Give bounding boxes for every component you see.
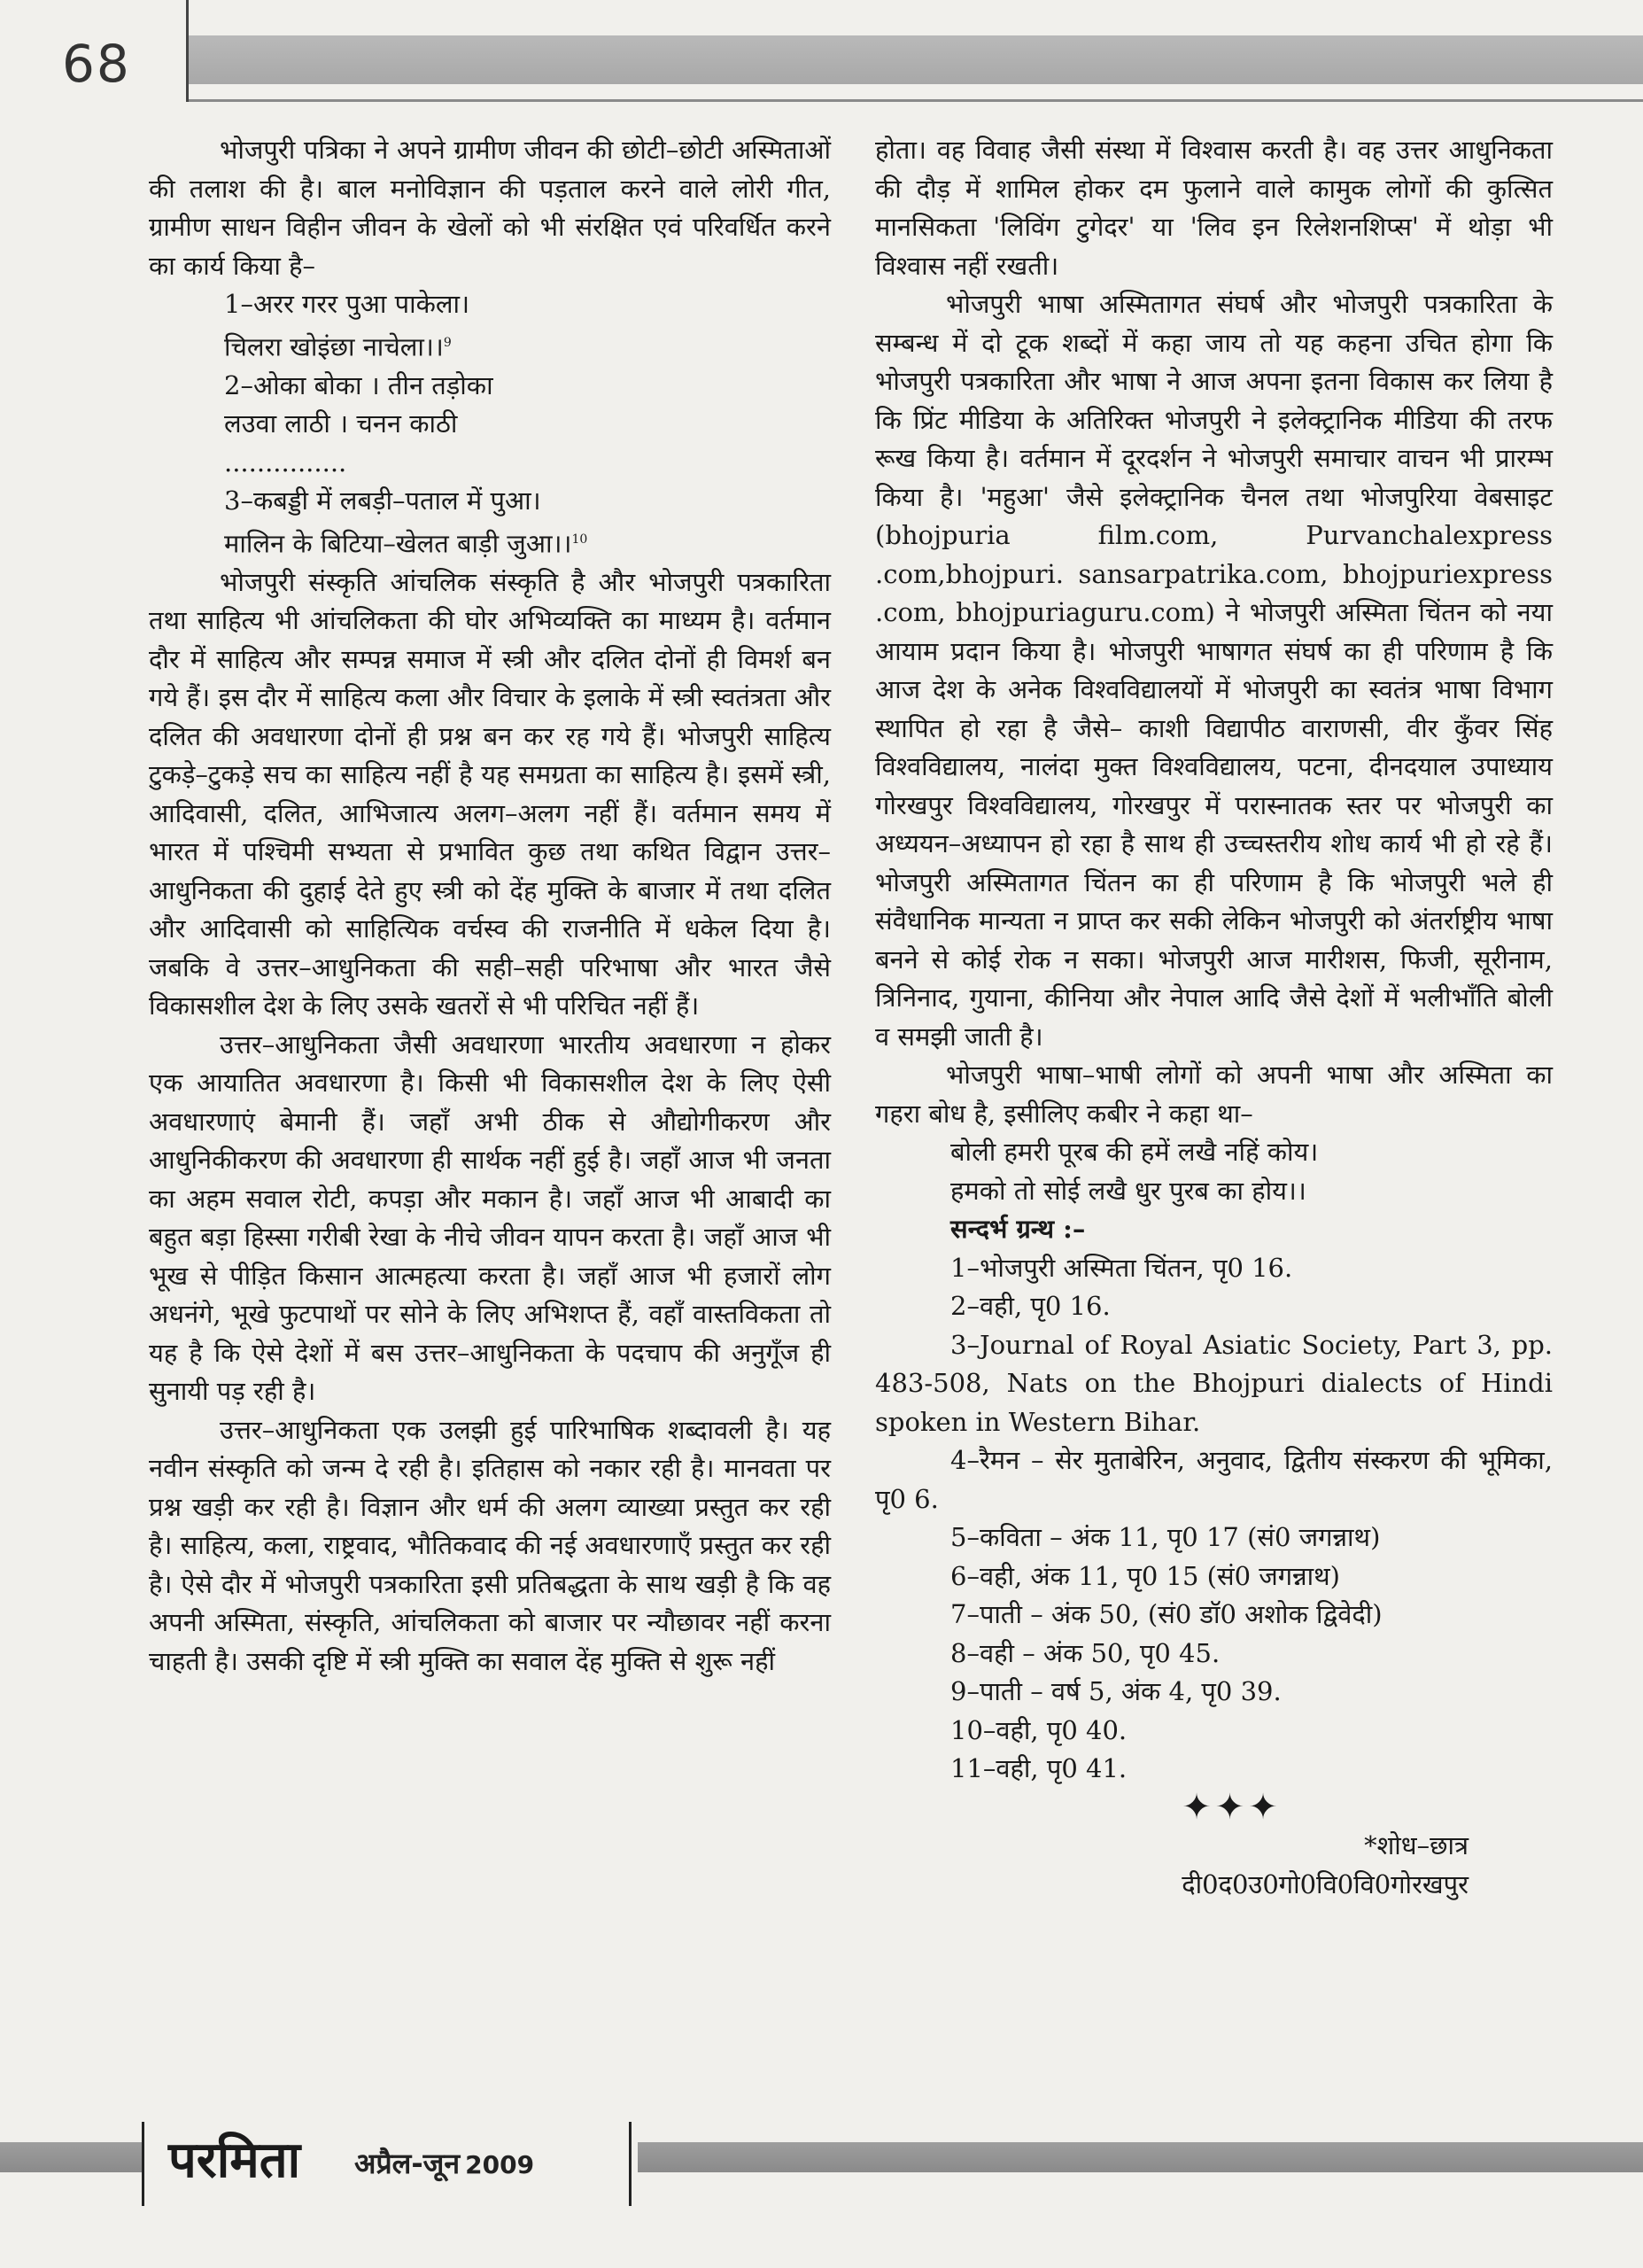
header-rule	[189, 99, 1643, 102]
reference-item: 5–कविता – अंक 11, पृ0 17 (सं0 जगन्नाथ)	[950, 1522, 1381, 1552]
reference-item: 3–Journal of Royal Asiatic Society, Part 3, pp. 483-508, Nats on the Bhojpuri dialects of Hindi spoken in Western Bihar.	[875, 1329, 1553, 1437]
right-column	[875, 131, 1553, 1904]
author-affiliation: दी0द0उ0गो0वि0वि0गोरखपुर	[1182, 1868, 1469, 1899]
reference-item: 2–वही, पृ0 16.	[950, 1291, 1111, 1321]
verse-line: मालिन के बिटिया–खेलत बाड़ी जुआ।।$^{10}$	[224, 528, 588, 559]
left-paragraph-1: भोजपुरी पत्रिका ने अपने ग्रामीण जीवन की छोटी–छोटी अस्मिताओं की तलाश की है। बाल मनोविज्ञान की पड़ताल करने वाले लोरी गीत, ग्रामीण साधन विहीन जीवन के खेलों को भी संरक्षित एवं परिवर्धित करने का कार्य किया है–	[149, 135, 831, 281]
ornament-icon: ✦✦✦	[1182, 1786, 1282, 1828]
issue-date	[354, 2144, 534, 2182]
right-paragraph-2: भोजपुरी भाषा अस्मितागत संघर्ष और भोजपुरी पत्रकारिता के सम्बन्ध में दो टूक शब्दों में कहा जाय तो यह कहना उचित होगा कि भोजपुरी पत्रकारिता और भाषा ने आज अपना इतना विकास कर लिया है कि प्रिंट मीडिया के अतिरिक्त भोजपुरी ने इलेक्ट्रानिक मीडिया की तरफ रूख किया है। वर्तमान में दूरदर्शन ने भोजपुरी समाचार वाचन भी प्रारम्भ किया है। 'महुआ' जैसे इलेक्ट्रानिक चैनल तथा भोजपुरिया वेबसाइट (bhojpuria film.com, Purvanchalexpress .com,bhojpuri. sansarpatrika.com, bhojpuriexpress .com, bhojpuriaguru.com) ने भोजपुरी अस्मिता चिंतन को नया आयाम प्रदान किया है। भोजपुरी भाषागत संघर्ष का ही परिणाम है कि आज देश के अनेक विश्वविद्यालयों में भोजपुरी का स्वतंत्र भाषा विभाग स्थापित हो रहा है जैसे– काशी विद्यापीठ वाराणसी, वीर कुँवर सिंह विश्वविद्यालय, नालंदा मुक्त विश्वविद्यालय, पटना, दीनदयाल उपाध्याय गोरखपुर विश्वविद्यालय, गोरखपुर में परास्नातक स्तर पर भोजपुरी का अध्ययन–अध्यापन हो रहा है साथ ही उच्चस्तरीय शोध कार्य भी हो रहे हैं। भोजपुरी अस्मितागत चिंतन का ही परिणाम है कि भोजपुरी भले ही संवैधानिक मान्यता न प्राप्त कर सकी लेकिन भोजपुरी को अंतर्राष्ट्रीय भाषा बनने से कोई रोक न सका। भोजपुरी आज मारीशस, फिजी, सूरीनाम, त्रिनिनाद, गुयाना, कीनिया और नेपाल आदि जैसे देशों में भलीभाँति बोली व समझी जाती है।	[875, 289, 1553, 1052]
magazine-name: परमिता	[168, 2131, 301, 2189]
couplet-line: हमको तो सोई लखै धुर पुरब का होय।।	[950, 1175, 1306, 1206]
references-heading: सन्दर्भ ग्रन्थ :–	[950, 1214, 1086, 1244]
reference-item: 4–रैमन – सेर मुताबेरिन, अनुवाद, द्वितीय संस्करण की भूमिका, पृ0 6.	[875, 1445, 1553, 1514]
footnote-marker: 10	[571, 532, 588, 547]
couplet-block	[875, 1133, 1553, 1210]
reference-item: 11–वही, पृ0 41.	[950, 1753, 1128, 1783]
issue-months: अप्रैल-जून	[354, 2147, 461, 2180]
footer-divider-right	[629, 2122, 632, 2206]
verse-line: 2–ओका बोका । तीन तड़ोका	[224, 369, 493, 400]
verse-line: चिलरा खोइंछा नाचेला।।$^9$	[224, 331, 452, 362]
reference-item: 7–पाती – अंक 50, (सं0 डॉ0 अशोक द्विवेदी)	[950, 1599, 1383, 1629]
couplet-line: बोली हमरी पूरब की हमें लखै नहिं कोय।	[950, 1137, 1319, 1167]
footnote-marker: 9	[443, 335, 452, 350]
footer-divider-left	[142, 2122, 144, 2206]
right-paragraph-1: होता। वह विवाह जैसी संस्था में विश्वास करती है। वह उत्तर आधुनिकता की दौड़ में शामिल होकर दम फुलाने वाले कामुक लोगों की कुत्सित मानसिकता 'लिविंग टुगेदर' या 'लिव इन रिलेशनशिप्स' में थोड़ा भी विश्वास नहीं रखती।	[875, 135, 1553, 281]
verse-line: लउवा लाठी । चनन काठी	[224, 408, 458, 439]
right-paragraph-3: भोजपुरी भाषा–भाषी लोगों को अपनी भाषा और अस्मिता का गहरा बोध है, इसीलिए कबीर ने कहा था–	[875, 1060, 1553, 1129]
verse-block	[149, 285, 831, 563]
verse-dots: ...............	[224, 447, 347, 478]
issue-year: 2009	[465, 2150, 535, 2179]
page-number: 68	[62, 34, 131, 94]
left-paragraph-3: उत्तर–आधुनिकता जैसी अवधारणा भारतीय अवधारणा न होकर एक आयातित अवधारणा है। किसी भी विकासशील देश के लिए ऐसी अवधारणाएं बेमानी हैं। जहाँ अभी ठीक से औद्योगीकरण और आधुनिकीकरण की अवधारणा ही सार्थक नहीं हुई है। जहाँ आज भी जनता का अहम सवाल रोटी, कपड़ा और मकान है। जहाँ आज भी आबादी का बहुत बड़ा हिस्सा गरीबी रेखा के नीचे जीवन यापन करता है। जहाँ आज भी भूख से पीड़ित किसान आत्महत्या करता है। जहाँ आज भी हजारों लोग अधनंगे, भूखे फुटपाथों पर सोने के लिए अभिशप्त हैं, वहाँ वास्तविकता तो यह है कि ऐसे देशों में बस उत्तर–आधुनिकता के पदचाप की अनुगूँज ही सुनायी पड़ रही है।	[149, 1029, 831, 1407]
verse-line: 1–अरर गरर पुआ पाकेला।	[224, 289, 470, 319]
verse-line: 3–कबड्डी में लबड़ी–पताल में पुआ।	[224, 485, 541, 517]
header-band	[189, 35, 1643, 84]
author-role: *शोध–छात्र	[1364, 1830, 1469, 1860]
reference-item: 6–वही, अंक 11, पृ0 15 (सं0 जगन्नाथ)	[950, 1560, 1340, 1591]
left-paragraph-2: भोजपुरी संस्कृति आंचलिक संस्कृति है और भोजपुरी पत्रकारिता तथा साहित्य भी आंचलिकता की घोर अभिव्यक्ति का माध्यम है। वर्तमान दौर में साहित्य और सम्पन्न समाज में स्त्री और दलित दोनों ही विमर्श बन गये हैं। इस दौर में साहित्य कला और विचार के इलाके में स्त्री स्वतंत्रता और दलित की अवधारणा दोनों ही प्रश्न बन कर रह गये हैं। भोजपुरी साहित्य टुकड़े–टुकड़े सच का साहित्य नहीं है यह समग्रता का साहित्य है। इसमें स्त्री, आदिवासी, दलित, आभिजात्य अलग–अलग नहीं हैं। वर्तमान समय में भारत में पश्चिमी सभ्यता से प्रभावित कुछ तथा कथित विद्वान उत्तर–आधुनिकता की दुहाई देते हुए स्त्री को देंह मुक्ति के बाजार में तथा दलित और आदिवासी को साहित्यिक वर्चस्व की राजनीति में धकेल दिया है। जबकि वे उत्तर–आधुनिकता की सही–सही परिभाषा और भारत जैसे विकासशील देश के लिए उसके खतरों से भी परिचित नहीं हैं।	[149, 566, 831, 1021]
reference-item: 9–पाती – वर्ष 5, अंक 4, पृ0 39.	[950, 1676, 1282, 1706]
reference-item: 10–वही, पृ0 40.	[950, 1714, 1128, 1745]
reference-item: 1–भोजपुरी अस्मिता चिंतन, पृ0 16.	[950, 1252, 1293, 1283]
reference-item: 8–वही – अंक 50, पृ0 45.	[950, 1637, 1221, 1668]
left-paragraph-4: उत्तर–आधुनिकता एक उलझी हुई पारिभाषिक शब्दावली है। यह नवीन संस्कृति को जन्म दे रही है। इतिहास को नकार रही है। मानवता पर प्रश्न खड़ी कर रही है। विज्ञान और धर्म की अलग व्याख्या प्रस्तुत कर रही है। साहित्य, कला, राष्ट्रवाद, भौतिकवाद की नई अवधारणाएँ प्रस्तुत कर रही है। ऐसे दौर में भोजपुरी पत्रकारिता इसी प्रतिबद्धता के साथ खड़ी है कि वह अपनी अस्मिता, संस्कृति, आंचलिकता को बाजार पर न्यौछावर नहीं करना चाहती है। उसकी दृष्टि में स्त्री मुक्ति का सवाल देंह मुक्ति से शुरू नहीं	[149, 1414, 831, 1676]
left-column	[149, 131, 831, 1681]
